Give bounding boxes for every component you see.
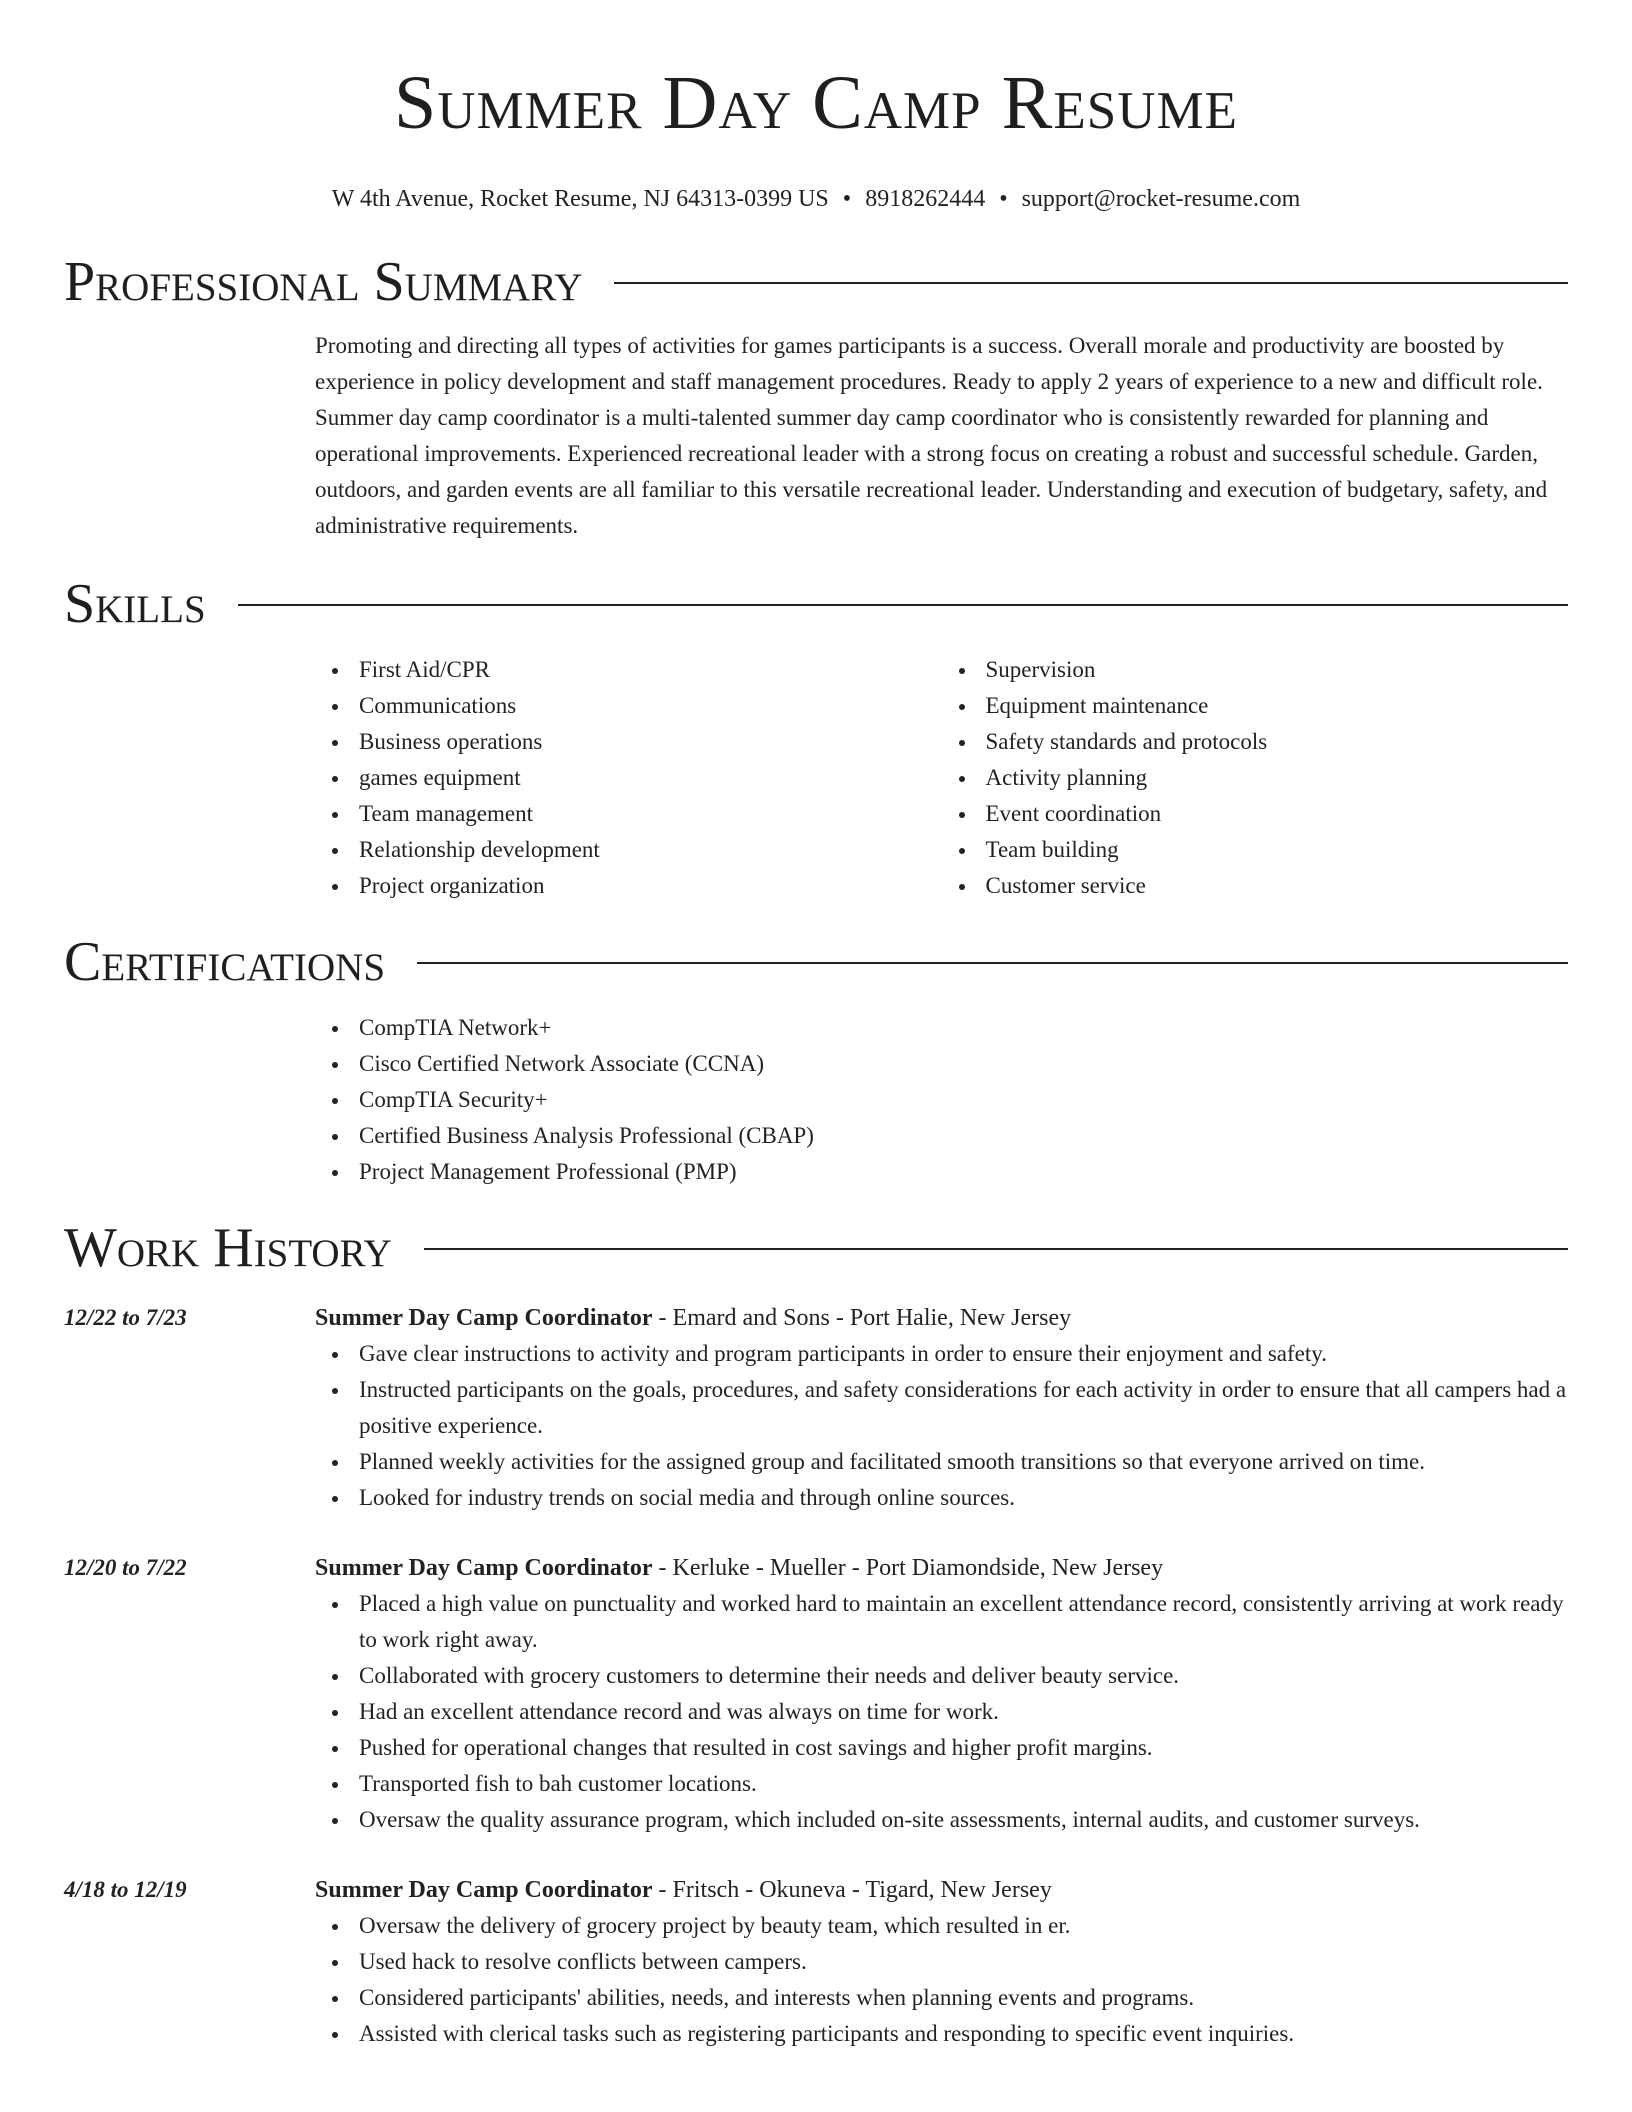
summary-heading: Professional Summary (64, 251, 583, 313)
skills-heading: Skills (64, 573, 206, 635)
skill-item: Safety standards and protocols (986, 724, 1569, 760)
certification-item: Certified Business Analysis Professional (CBAP) (359, 1118, 1568, 1154)
job-dates: 12/22 to 7/23 (64, 1305, 187, 1330)
job-title-line (315, 1550, 1568, 1586)
skill-item: Communications (359, 688, 942, 724)
job-entry (64, 1872, 1568, 2052)
work-section-header (64, 1216, 1568, 1280)
job-bullets (315, 1586, 1568, 1838)
job-bullet: Pushed for operational changes that resulted in cost savings and higher profit margins. (359, 1730, 1568, 1766)
skill-item: Project organization (359, 868, 942, 904)
job-bullet: Placed a high value on punctuality and worked hard to maintain an excellent attendance record, consistently arriving at work ready to work right away. (359, 1586, 1568, 1658)
job-bullets (315, 1908, 1568, 2052)
skills-section (315, 652, 1568, 904)
job-details: - Kerluke - Mueller - Port Diamondside, New Jersey (652, 1555, 1164, 1581)
skill-item: games equipment (359, 760, 942, 796)
job-title: Summer Day Camp Coordinator (315, 1877, 653, 1903)
certifications-section (315, 1010, 1568, 1190)
skill-item: Equipment maintenance (986, 688, 1569, 724)
certifications-list (315, 1010, 1568, 1190)
job-details: - Fritsch - Okuneva - Tigard, New Jersey (652, 1877, 1052, 1903)
skill-item: First Aid/CPR (359, 652, 942, 688)
skill-item: Activity planning (986, 760, 1569, 796)
skill-item: Team management (359, 796, 942, 832)
skills-list-left (315, 652, 942, 904)
job-content (315, 1872, 1568, 2052)
contact-email: support@rocket-resume.com (1021, 186, 1301, 212)
job-bullet: Assisted with clerical tasks such as registering participants and responding to specific event inquiries. (359, 2016, 1568, 2052)
certification-item: CompTIA Network+ (359, 1010, 1568, 1046)
job-entry (64, 1550, 1568, 1838)
skill-item: Customer service (986, 868, 1569, 904)
contact-separator: • (842, 186, 852, 212)
skill-item: Supervision (986, 652, 1569, 688)
contact-address: W 4th Avenue, Rocket Resume, NJ 64313-0399 US (331, 186, 829, 212)
job-bullet: Used hack to resolve conflicts between campers. (359, 1944, 1568, 1980)
job-bullets (315, 1336, 1568, 1516)
section-divider (614, 282, 1568, 284)
job-dates: 4/18 to 12/19 (64, 1877, 187, 1902)
certification-item: CompTIA Security+ (359, 1082, 1568, 1118)
job-bullet: Had an excellent attendance record and was always on time for work. (359, 1694, 1568, 1730)
contact-phone: 8918262444 (865, 186, 986, 212)
section-divider (424, 1248, 1568, 1250)
job-title-line (315, 1300, 1568, 1336)
skill-item: Event coordination (986, 796, 1569, 832)
job-bullet: Collaborated with grocery customers to determine their needs and deliver beauty service. (359, 1658, 1568, 1694)
job-bullet: Planned weekly activities for the assigned group and facilitated smooth transitions so that everyone arrived on time. (359, 1444, 1568, 1480)
job-entry (64, 1300, 1568, 1516)
skills-list-right (942, 652, 1569, 904)
certification-item: Cisco Certified Network Associate (CCNA) (359, 1046, 1568, 1082)
job-title-line (315, 1872, 1568, 1908)
certifications-section-header (64, 930, 1568, 994)
job-bullet: Transported fish to bah customer locations. (359, 1766, 1568, 1802)
section-divider (417, 962, 1568, 964)
job-bullet: Oversaw the quality assurance program, which included on-site assessments, internal audits, and customer surveys. (359, 1802, 1568, 1838)
skills-section-header (64, 572, 1568, 636)
job-bullet: Looked for industry trends on social media and through online sources. (359, 1480, 1568, 1516)
skill-item: Business operations (359, 724, 942, 760)
resume-title: Summer Day Camp Resume (394, 61, 1238, 145)
summary-section-header (64, 250, 1568, 314)
job-bullet: Gave clear instructions to activity and program participants in order to ensure their enjoyment and safety. (359, 1336, 1568, 1372)
certifications-heading: Certifications (64, 931, 386, 993)
contact-line (64, 184, 1568, 214)
job-content (315, 1300, 1568, 1516)
contact-separator: • (999, 186, 1008, 212)
section-divider (238, 604, 1568, 606)
work-heading: Work History (64, 1217, 392, 1279)
skill-item: Team building (986, 832, 1569, 868)
skill-item: Relationship development (359, 832, 942, 868)
job-title: Summer Day Camp Coordinator (315, 1305, 653, 1331)
job-bullet: Oversaw the delivery of grocery project by beauty team, which resulted in er. (359, 1908, 1568, 1944)
summary-section (315, 328, 1568, 544)
job-content (315, 1550, 1568, 1838)
job-title: Summer Day Camp Coordinator (315, 1555, 653, 1581)
job-bullet: Considered participants' abilities, needs, and interests when planning events and programs. (359, 1980, 1568, 2016)
job-details: - Emard and Sons - Port Halie, New Jersey (652, 1305, 1072, 1331)
certification-item: Project Management Professional (PMP) (359, 1154, 1568, 1190)
job-dates: 12/20 to 7/22 (64, 1555, 187, 1580)
job-bullet: Instructed participants on the goals, procedures, and safety considerations for each activity in order to ensure that all campers had a positive experience. (359, 1372, 1568, 1444)
summary-text: Promoting and directing all types of activities for games participants is a success. Overall morale and productivity are boosted by experience in policy development and staff management procedures. Ready to apply 2 years of experience to a new and difficult role. Summer day camp coordinator is a multi-talented summer day camp coordinator who is consistently rewarded for planning and operational improvements. Experienced recreational leader with a strong focus on creating a robust and successful schedule. Garden, outdoors, and garden events are all familiar to this versatile recreational leader. Understanding and execution of budgetary, safety, and administrative requirements. (315, 333, 1548, 538)
